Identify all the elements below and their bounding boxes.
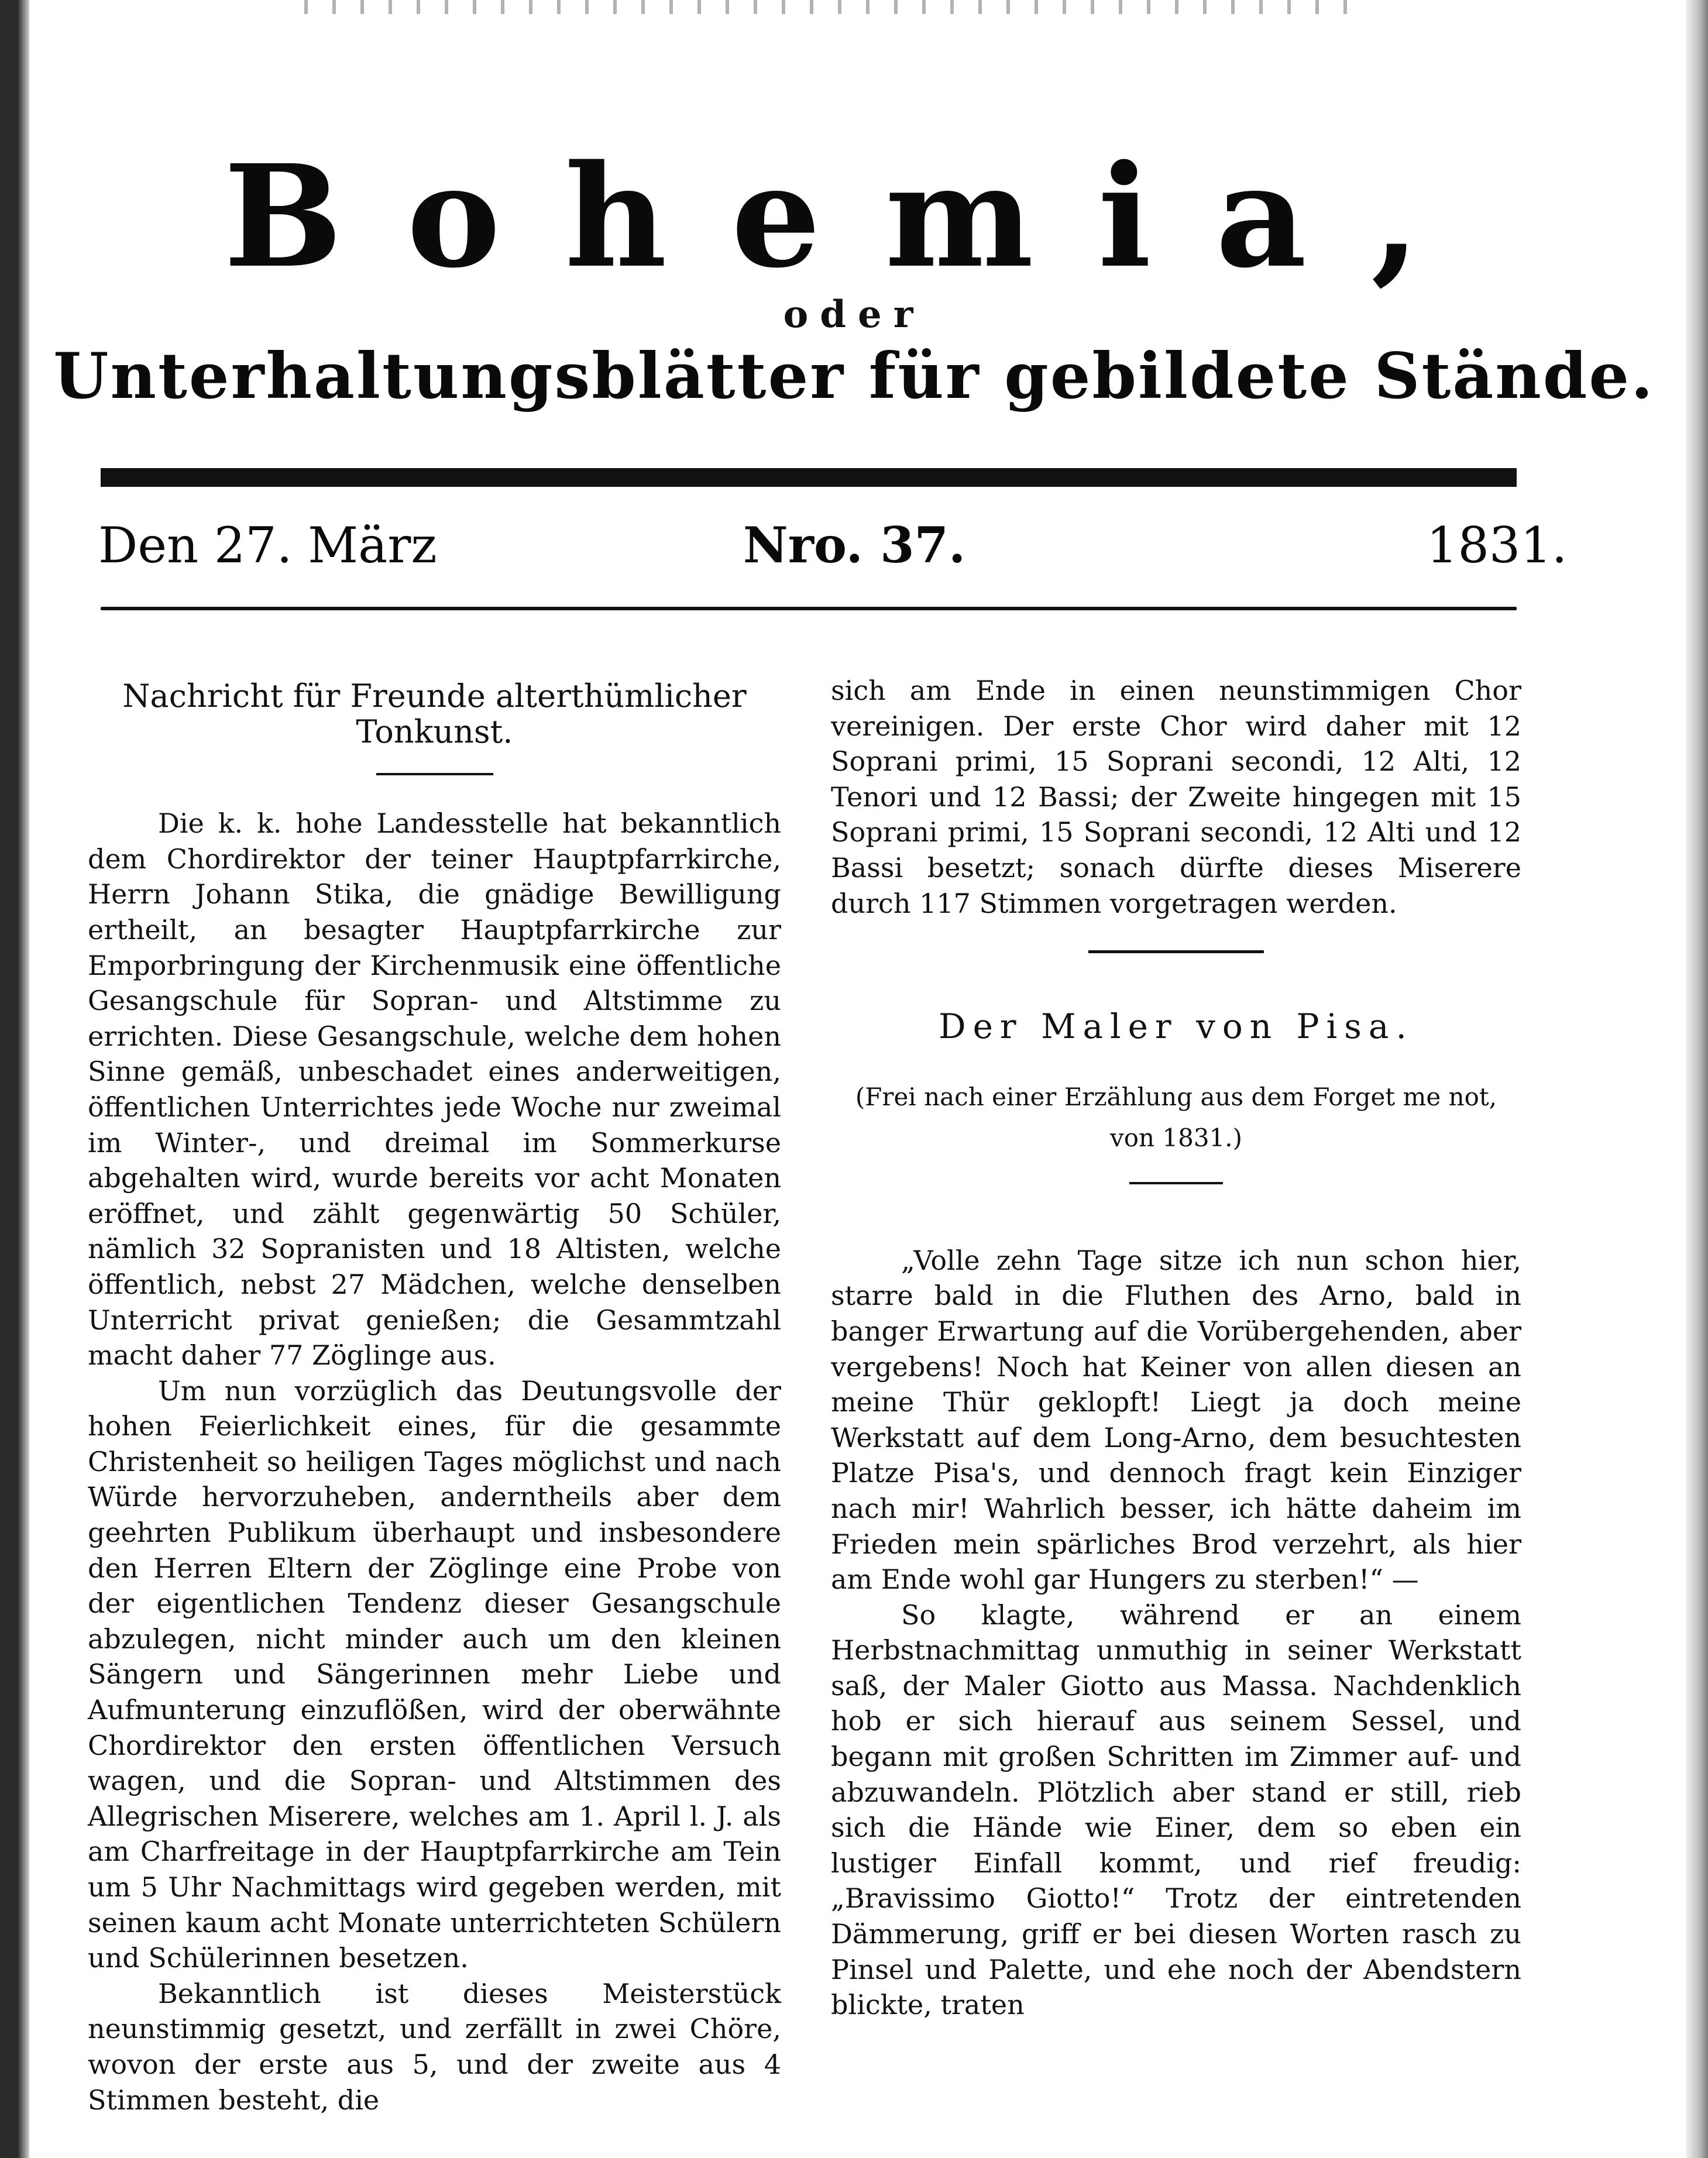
- story-subtitle: (Frei nach einer Erzählung aus dem Forget me not, von 1831.): [855, 1082, 1497, 1152]
- story-paragraph: So klagte, während er an einem Herbstnachmittag unmuthig in seiner Werkstatt saß, der Maler Giotto aus Massa. Nachdenklich hob er sich hierauf aus seinem Sessel, und begann mit großen Schritten im Zimmer auf- und abzuwandeln. Plötzlich aber stand er still, rieb sich die Hände wie Einer, dem so eben ein lustiger Einfall kommt, und rief freudig: „Bravissimo Giotto!“ Trotz der eintretenden Dämmerung, griff er bei diesen Worten rasch zu Pinsel und Palette, und ehe noch der Abendstern blickte, traten: [831, 1599, 1521, 2021]
- issue-date: Den 27. März: [98, 517, 437, 574]
- masthead-title: Bohemia,: [224, 134, 1484, 299]
- issue-number: Nro. 37.: [743, 516, 966, 574]
- separator-rule: [1088, 950, 1264, 953]
- masthead-or: oder: [783, 293, 925, 336]
- dateline-rule: [101, 607, 1517, 610]
- left-column: [88, 661, 781, 2118]
- separator-rule: [376, 773, 493, 775]
- separator-rule: [1129, 1182, 1223, 1184]
- story-title: Der Maler von Pisa.: [939, 1006, 1414, 1047]
- story-paragraph: „Volle zehn Tage sitze ich nun schon hier, starre bald in die Fluthen des Arno, bald in banger Erwartung auf die Vorübergehenden, aber vergebens! Noch hat Keiner von allen diesen an meine Thür geklopft! Liegt ja doch meine Werkstatt auf dem Long-Arno, dem besuchtesten Platze Pisa's, und dennoch fragt kein Einziger nach mir! Wahrlich besser, ich hätte daheim im Frieden mein spärliches Brod verzehrt, als hier am Ende wohl gar Hungers zu sterben!“ —: [831, 1244, 1521, 1596]
- article-heading: Nachricht für Freunde alterthümlicher Tonkunst.: [122, 678, 747, 750]
- article-paragraph: Bekanntlich ist dieses Meisterstück neunstimmig gesetzt, und zerfällt in zwei Chöre, wovon der erste aus 5, und der zweite aus 4 Stimmen besteht, die: [88, 1977, 781, 2116]
- torn-top-edge: [304, 0, 1358, 14]
- masthead-rule: [101, 468, 1517, 487]
- right-column: [831, 673, 1521, 2023]
- issue-year: 1831.: [1427, 517, 1568, 574]
- masthead-subtitle: Unterhaltungsblätter für gebildete Stände.: [53, 339, 1655, 413]
- article-paragraph: Um nun vorzüglich das Deutungsvolle der hohen Feierlichkeit eines, für die gesammte Christenheit so heiligen Tages möglichst und nach Würde hervorzuheben, anderntheils aber dem geehrten Publikum überhaupt und insbesondere den Herren Eltern der Zöglinge eine Probe von der eigentlichen Tendenz dieser Gesangschule abzulegen, nicht minder auch um den kleinen Sängern und Sängerinnen mehr Liebe und Aufmunterung einzuflößen, wird der oberwähnte Chordirektor den ersten öffentlichen Versuch wagen, und die Sopran- und Altstimmen des Allegrischen Miserere, welches am 1. April l. J. als am Charfreitage in der Hauptpfarrkirche am Tein um 5 Uhr Nachmittags wird gegeben werden, mit seinen kaum acht Monate unterrichteten Schülern und Schülerinnen besetzen.: [88, 1374, 781, 1974]
- article-paragraph: Die k. k. hohe Landesstelle hat bekanntlich dem Chordirektor der teiner Hauptpfarrkirche, Herrn Johann Stika, die gnädige Bewilligung ertheilt, an besagter Hauptpfarrkirche zur Emporbringung der Kirchenmusik eine öffentliche Gesangschule für Sopran- und Altstimme zu errichten. Diese Gesangschule, welche dem hohen Sinne gemäß, unbeschadet eines anderweitigen, öffentlichen Unterrichtes jede Woche nur zweimal im Winter-, und dreimal im Sommerkurse abgehalten wird, wurde bereits vor acht Monaten eröffnet, und zählt gegenwärtig 50 Schüler, nämlich 32 Sopranisten und 18 Altisten, welche öffentlich, nebst 27 Mädchen, welche denselben Unterricht privat genießen; die Gesammtzahl macht daher 77 Zöglinge aus.: [88, 807, 781, 1372]
- article-continuation: sich am Ende in einen neunstimmigen Chor vereinigen. Der erste Chor wird daher mit 12 Soprani primi, 15 Soprani secondi, 12 Alti, 12 Tenori und 12 Bassi; der Zweite hingegen mit 15 Soprani primi, 15 Soprani secondi, 12 Alti und 12 Bassi besetzt; sonach dürfte dieses Miserere durch 117 Stimmen vorgetragen werden.: [831, 675, 1521, 919]
